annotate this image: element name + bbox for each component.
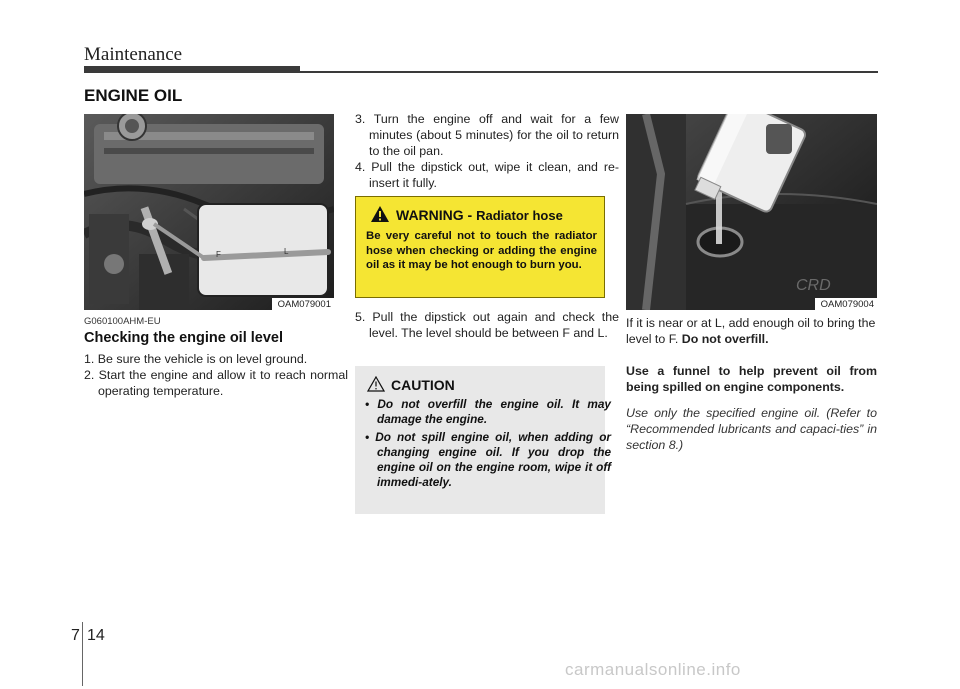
caution-title: CAUTION	[391, 377, 455, 393]
dipstick-f-mark: F	[216, 250, 221, 259]
section-title: ENGINE OIL	[84, 86, 183, 105]
oil-pour-illustration	[626, 114, 877, 310]
page-number: 14	[87, 627, 105, 644]
do-not-overfill-text: Do not overfill.	[681, 332, 769, 346]
engine-cover-logo-mark: CRD	[796, 277, 831, 294]
caution-item-1-text: Do not overfill the engine oil. It may damage the engine.	[377, 397, 611, 426]
header-rule-thick	[84, 66, 300, 73]
header-title: Maintenance	[84, 44, 183, 65]
step-3: 3. Turn the engine off and wait for a few minutes (about 5 minutes) for the oil to return to the oil pan.	[355, 112, 619, 158]
chapter-number: 7	[71, 627, 80, 644]
warning-title-prefix: WARNING -	[396, 207, 477, 223]
oil-filling-photo	[626, 114, 877, 310]
right-paragraph-1	[626, 315, 877, 347]
step-1: 1. Be sure the vehicle is on level ground.	[84, 352, 308, 366]
warning-title	[396, 207, 563, 223]
engine-dipstick-photo	[84, 114, 334, 310]
left-image-caption: OAM079001	[272, 298, 334, 310]
warning-title-topic: Radiator hose	[476, 208, 563, 223]
step-5: 5. Pull the dipstick out again and check the level. The level should be between F and L.	[355, 310, 619, 340]
caution-triangle-icon	[367, 376, 385, 392]
right-image-caption: OAM079004	[815, 298, 877, 310]
caution-box	[355, 366, 611, 514]
warning-box	[355, 196, 605, 298]
warning-triangle-icon	[370, 205, 390, 223]
engine-illustration	[84, 114, 334, 310]
section-code: G060100AHM-EU	[84, 316, 161, 327]
warning-body: Be very careful not to touch the radiator hose when checking or adding the engine oil as it may be hot enough to burn you.	[366, 230, 597, 271]
watermark: carmanualsonline.info	[565, 660, 741, 679]
step-2: 2. Start the engine and allow it to reach normal operating temperature.	[84, 368, 348, 398]
step-4: 4. Pull the dipstick out, wipe it clean, and re-insert it fully.	[355, 160, 619, 190]
caution-item-2-text: Do not spill engine oil, when adding or changing engine oil. If you drop the engine oil on the engine room, wipe it off immedi-ately.	[375, 430, 611, 489]
dipstick-l-mark: L	[284, 247, 289, 256]
subsection-title: Checking the engine oil level	[84, 330, 284, 346]
right-paragraph-1-text: If it is near or at L, add enough oil to bring the level to F.	[626, 316, 876, 346]
caution-item-1: • Do not overfill the engine oil. It may damage the engine.	[365, 397, 611, 426]
right-paragraph-3: Use only the specified engine oil. (Refer to “Recommended lubricants and capaci-ties” in section 8.)	[626, 406, 877, 452]
caution-item-2: • Do not spill engine oil, when adding or changing engine oil. If you drop the engine oil on the engine room, wipe it off immedi-ately.	[365, 430, 611, 489]
right-paragraph-2: Use a funnel to help prevent oil from being spilled on engine components.	[626, 364, 877, 394]
page-number-divider	[82, 622, 83, 686]
header-rule-thin	[300, 71, 878, 73]
